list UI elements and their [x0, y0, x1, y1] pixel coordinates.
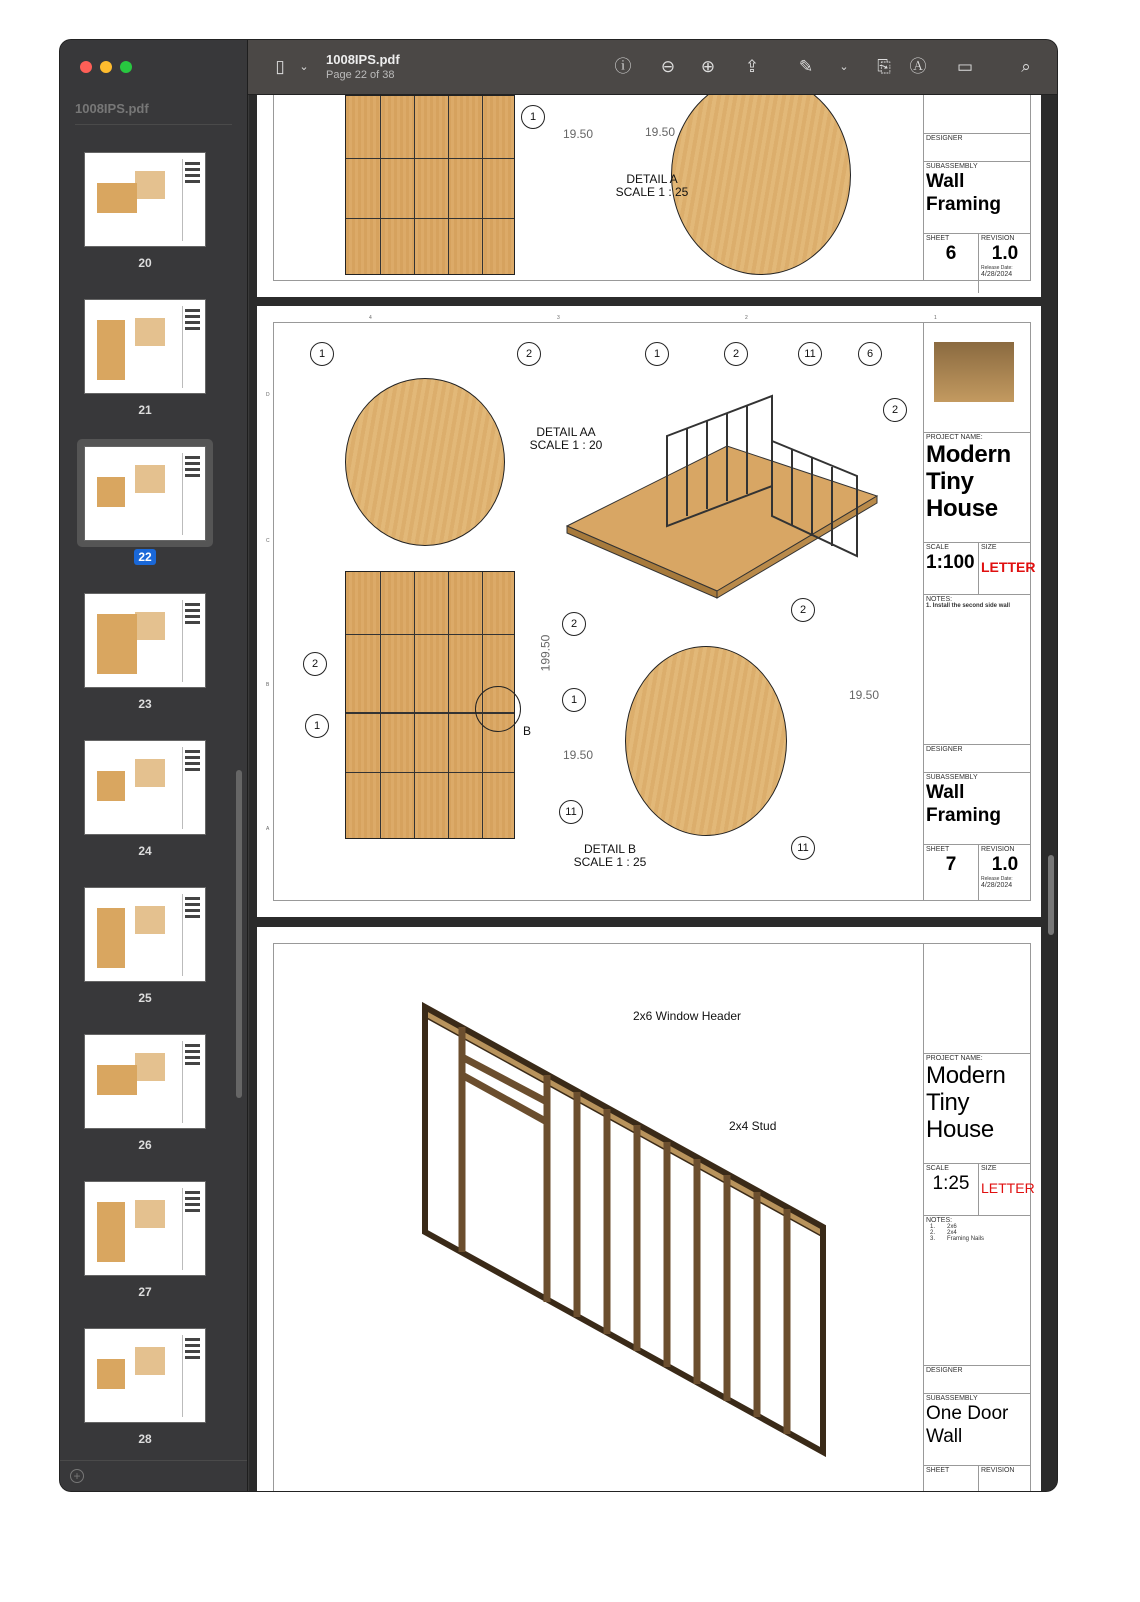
page-number-label: [60, 697, 230, 711]
page-number: 27: [138, 1285, 152, 1299]
wall-frame-drawing: [417, 997, 837, 1457]
pdf-page-22: [257, 306, 1041, 917]
notes-cell: [924, 1215, 1031, 1365]
zoom-in-icon[interactable]: ⊕: [700, 57, 716, 76]
callout-bubble: 1: [645, 342, 669, 366]
page-number-label: [60, 1285, 230, 1299]
note-item: [930, 1236, 1029, 1242]
callout-bubble: 2: [883, 398, 907, 422]
size-value: LETTER: [981, 559, 1036, 575]
zone-label: B: [266, 682, 270, 688]
project-label: PROJECT NAME:: [926, 1055, 983, 1062]
subassembly-value: Wall Framing: [926, 171, 1001, 215]
subassembly-cell: [924, 772, 1031, 844]
designer-label: DESIGNER: [924, 744, 1031, 754]
document-title: 1008IPS.pdf: [326, 52, 400, 67]
minimize-button[interactable]: [100, 61, 112, 73]
page-thumbnail[interactable]: [84, 1181, 206, 1276]
project-cell: [924, 1053, 1031, 1163]
callout-bubble: 11: [791, 836, 815, 860]
revision-cell: [978, 844, 1031, 901]
page-number: 22: [134, 549, 155, 565]
revision-cell: [978, 233, 1031, 293]
zone-label: 2: [745, 315, 748, 321]
detail-b-circle: [625, 646, 787, 836]
dimension-label: 19.50: [563, 748, 594, 762]
scale-label: SCALE: [926, 1165, 949, 1172]
sidebar-scrollbar[interactable]: [236, 770, 242, 1098]
callout-bubble: 1: [310, 342, 334, 366]
dimension-label: 19.50: [849, 688, 880, 702]
subassembly-value: One Door Wall: [926, 1403, 1009, 1447]
page-number-label: [60, 844, 230, 858]
divider: [75, 124, 232, 125]
size-value: LETTER: [981, 1180, 1035, 1196]
callout-bubble: 2: [517, 342, 541, 366]
size-label: SIZE: [981, 1165, 997, 1172]
subassembly-cell: [924, 161, 1031, 223]
share-icon[interactable]: ⇪: [744, 57, 760, 76]
detail-caption: [597, 173, 707, 199]
scale-label: SCALE: [926, 544, 949, 551]
markup-icon[interactable]: Ⓐ: [909, 57, 927, 76]
subassembly-cell: [924, 1393, 1031, 1465]
sheet-label: SHEET: [926, 235, 950, 242]
scale-cell: [924, 542, 978, 594]
revision-number: 1.0: [991, 854, 1019, 875]
add-page-icon[interactable]: +: [70, 1469, 84, 1483]
note-number: 2.: [930, 1230, 936, 1236]
page-number: 21: [138, 403, 152, 417]
form-fill-icon[interactable]: ▭: [956, 57, 974, 76]
page-number: 23: [138, 697, 152, 711]
zone-label: A: [266, 826, 270, 832]
notes-label: NOTES:: [926, 1217, 953, 1224]
sheet-number: 7: [945, 854, 957, 875]
project-label: PROJECT NAME:: [926, 434, 983, 441]
close-button[interactable]: [80, 61, 92, 73]
page-number-label: [60, 403, 230, 417]
page-thumbnail[interactable]: [84, 1328, 206, 1423]
sheet-cell: [924, 233, 978, 293]
pdf-page-23: [257, 927, 1041, 1491]
page-number-label: [60, 1432, 230, 1446]
sheet-number: 6: [945, 243, 957, 264]
detail-aa-circle: [345, 378, 505, 546]
subassembly-label: SUBASSEMBLY: [926, 163, 978, 170]
thumbnail-sidebar: [60, 40, 248, 1491]
callout-bubble: 11: [798, 342, 822, 366]
chevron-down-icon[interactable]: ⌄: [839, 61, 849, 73]
callout-bubble: 6: [858, 342, 882, 366]
page-thumbnail[interactable]: [84, 887, 206, 982]
detail-scale: SCALE 1 : 25: [573, 855, 647, 869]
sheet-label: SHEET: [924, 1465, 978, 1491]
revision-label: REVISION: [978, 1465, 1031, 1491]
sidebar-title: 1008IPS.pdf: [75, 101, 149, 116]
note-text: 2x4: [947, 1230, 957, 1236]
revision-label: REVISION: [981, 235, 1015, 242]
document-view[interactable]: [249, 95, 1057, 1491]
callout-bubble: 2: [791, 598, 815, 622]
project-name: Modern Tiny House: [926, 1062, 1006, 1143]
zone-label: 1: [934, 315, 937, 321]
callout-bubble: 1: [562, 688, 586, 712]
house-preview-image: [934, 342, 1014, 402]
dimension-label: 19.50: [563, 127, 594, 141]
page-number: 24: [138, 844, 152, 858]
size-label: SIZE: [981, 544, 997, 551]
highlight-pen-icon[interactable]: ✎: [798, 57, 814, 76]
callout-bubble: 2: [303, 652, 327, 676]
detail-title: DETAIL A: [626, 172, 678, 186]
project-name: Modern Tiny House: [926, 441, 1011, 522]
note-item: 1. Install the second side wall: [926, 603, 1011, 609]
subassembly-label: SUBASSEMBLY: [926, 774, 978, 781]
sidebar-toggle-icon[interactable]: ▯: [275, 57, 285, 76]
release-label: Release Date:: [981, 265, 1013, 271]
sheet-label: SHEET: [926, 846, 950, 853]
page-number: 28: [138, 1432, 152, 1446]
note-text: 2x6: [947, 1224, 957, 1230]
page-thumbnail[interactable]: [84, 1034, 206, 1129]
size-cell: [978, 1163, 1035, 1215]
pdf-page-21: [257, 95, 1041, 297]
page-thumbnail[interactable]: [84, 593, 206, 688]
designer-label: DESIGNER: [924, 1365, 1031, 1375]
zone-label: 4: [369, 315, 372, 321]
scale-cell: [924, 1163, 978, 1215]
note-number: 3.: [930, 1236, 936, 1242]
part-label: 2x6 Window Header: [633, 1009, 742, 1023]
page-number-label: [60, 550, 230, 564]
release-date: 4/28/2024: [981, 882, 1013, 889]
page-indicator: Page 22 of 38: [326, 69, 395, 81]
scale-value: 1:100: [926, 552, 975, 573]
zone-label: C: [266, 538, 270, 544]
detail-b-marker: [475, 686, 521, 732]
zoom-out-icon[interactable]: ⊖: [660, 57, 676, 76]
page-thumbnail[interactable]: [84, 446, 206, 541]
page-number-label: [60, 256, 230, 270]
notes-label: NOTES:: [926, 596, 953, 603]
page-number: 25: [138, 991, 152, 1005]
toolbar: [248, 40, 1057, 95]
page-number: 26: [138, 1138, 152, 1152]
dimension-label: 19.50: [645, 125, 676, 139]
project-cell: [924, 432, 1031, 542]
notes-cell: [924, 594, 1031, 744]
page-thumbnail[interactable]: [84, 740, 206, 835]
detail-title: DETAIL B: [583, 842, 636, 856]
detail-scale: SCALE 1 : 20: [529, 438, 603, 452]
subassembly-value: Wall Framing: [926, 782, 1001, 826]
release-label: Release Date:: [981, 876, 1013, 882]
designer-label: DESIGNER: [924, 133, 1031, 143]
zone-label: D: [266, 392, 270, 398]
note-text: Framing Nails: [947, 1236, 985, 1242]
page-thumbnail[interactable]: [84, 152, 206, 247]
detail-caption: [555, 843, 665, 869]
divider: [60, 1460, 247, 1461]
detail-title: DETAIL AA: [536, 425, 596, 439]
floor-plan-drawing: [345, 95, 515, 275]
note-number: 1.: [930, 1224, 936, 1230]
title-block: [923, 95, 1031, 281]
callout-bubble: 2: [724, 342, 748, 366]
info-icon[interactable]: ⓘ: [614, 57, 632, 76]
zoom-button[interactable]: [120, 61, 132, 73]
callout-bubble: 2: [562, 612, 586, 636]
page-number-label: [60, 991, 230, 1005]
dimension-label: 199.50: [538, 634, 553, 672]
preview-window: [60, 40, 1057, 1491]
isometric-floor-drawing: [557, 366, 887, 636]
part-label: 2x4 Stud: [729, 1119, 777, 1133]
revision-number: 1.0: [991, 243, 1019, 264]
zone-label: 3: [557, 315, 560, 321]
callout-bubble: 11: [559, 800, 583, 824]
search-icon[interactable]: ⌕: [1021, 57, 1031, 76]
chevron-down-icon[interactable]: ⌄: [299, 61, 309, 73]
page-number-label: [60, 1138, 230, 1152]
document-scrollbar[interactable]: [1048, 855, 1054, 935]
title-block: [923, 943, 1035, 1491]
callout-bubble: 1: [305, 714, 329, 738]
rotate-icon[interactable]: ⎘: [877, 57, 891, 76]
scale-value: 1:25: [932, 1173, 970, 1194]
revision-label: REVISION: [981, 846, 1015, 853]
page-thumbnail[interactable]: [84, 299, 206, 394]
callout-bubble: 1: [521, 105, 545, 129]
page-number: 20: [138, 256, 152, 270]
detail-b-label: B: [523, 724, 532, 738]
sheet-cell: [924, 844, 978, 901]
window-controls: [80, 61, 132, 73]
title-block: [923, 322, 1036, 901]
detail-scale: SCALE 1 : 25: [615, 185, 689, 199]
release-date: 4/28/2024: [981, 271, 1013, 278]
subassembly-label: SUBASSEMBLY: [926, 1395, 978, 1402]
size-cell: [978, 542, 1036, 594]
